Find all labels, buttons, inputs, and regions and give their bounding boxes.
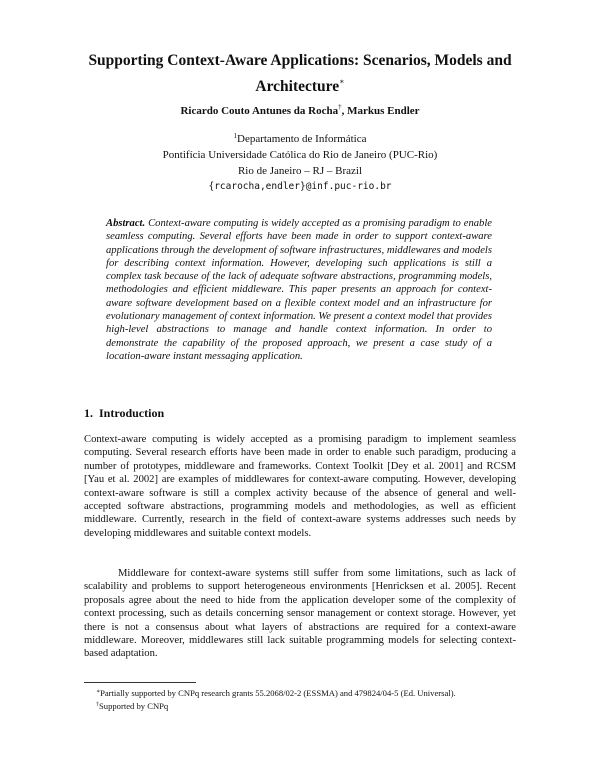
- section-number: 1.: [84, 406, 93, 420]
- body-paragraph: Context-aware computing is widely accepted as a promising paradigm to implement seamless computing. Several research efforts have been made in order to enable such paradigm, producing a number of prototypes, middleware and frameworks. Context Toolkit [Dey et al. 2001] and RCSM [Yau et al. 2002] are examples of middlewares for context-aware computing. However, developing context-aware software is still a complex activity because of the absence of general and well-accepted software abstractions, programming models and methodologies, as well as efficient middleware. Currently, research in the field of context-aware systems addresses such needs by developing middlewares and suitable context models.: [84, 434, 516, 539]
- affiliation-location: Rio de Janeiro – RJ – Brazil: [237, 165, 363, 177]
- paper-title: [60, 50, 540, 97]
- author-name: Markus Endler: [347, 105, 420, 117]
- footnote: [96, 686, 516, 699]
- affiliation-university: Pontifícia Universidade Católica do Rio de Janeiro (PUC-Rio): [162, 149, 438, 161]
- footnote-divider: [84, 682, 196, 683]
- section-heading: [84, 406, 164, 421]
- body-paragraph: Middleware for context-aware systems still suffer from some limitations, such as lack of scalability and problems to support heterogeneous environments [Henricksen et al. 2005]. Recent proposals agree about the need to hide from the application developer some of the complexity of context processing, such as details concerning sensor management or context storage. However, yet there is not a consensus about what layers of abstractions are required for a context-aware middleware. Moreover, middlewares still lack suitable programming models for selecting context-based adaptation.: [84, 568, 516, 660]
- author-name: Ricardo Couto Antunes da Rocha: [180, 105, 339, 117]
- footnote-mark: †: [96, 702, 99, 708]
- abstract: [106, 217, 492, 363]
- affiliation-line: [60, 128, 540, 147]
- footnote: [96, 699, 516, 712]
- author-list: [60, 103, 540, 117]
- title-footnote-mark: ∗: [339, 77, 345, 86]
- footnote-mark: ∗: [96, 689, 101, 695]
- section-title: Introduction: [99, 406, 165, 420]
- author-email: {rcarocha,endler}@inf.puc-rio.br: [208, 181, 392, 192]
- footnote-text: Partially supported by CNPq research grants 55.2068/02-2 (ESSMA) and 479824/04-5 (Ed. Universal).: [100, 688, 456, 698]
- abstract-label: Abstract.: [106, 218, 146, 229]
- paper-title-text: Supporting Context-Aware Applications: Scenarios, Models and Architecture: [88, 52, 512, 95]
- author-footnote-mark: †: [338, 103, 342, 111]
- footnote-text: Supported by CNPq: [99, 701, 169, 711]
- affiliation-department: Departamento de Informática: [237, 133, 367, 145]
- affiliation-mark: 1: [233, 132, 237, 140]
- abstract-text: Context-aware computing is widely accepted as a promising paradigm to enable seamless computing. Several efforts have been made in order to support context-aware applications through the development of software infrastructures, middlewares and models for describing context information. However, developing such applications is still a complex task because of the lack of adequate software abstractions, programming models, methodologies and efficient middleware. This paper presents an approach for context-aware software development based on a flexible context model and an infrastructure for evolutionary management of context information. We present a context model that provides high-level abstractions to manage and handle context information. In order to demonstrate the capability of the proposed approach, we present a case study of a location-aware instant messaging application.: [106, 218, 493, 362]
- author-separator: ,: [341, 105, 348, 117]
- affiliation: [60, 128, 540, 179]
